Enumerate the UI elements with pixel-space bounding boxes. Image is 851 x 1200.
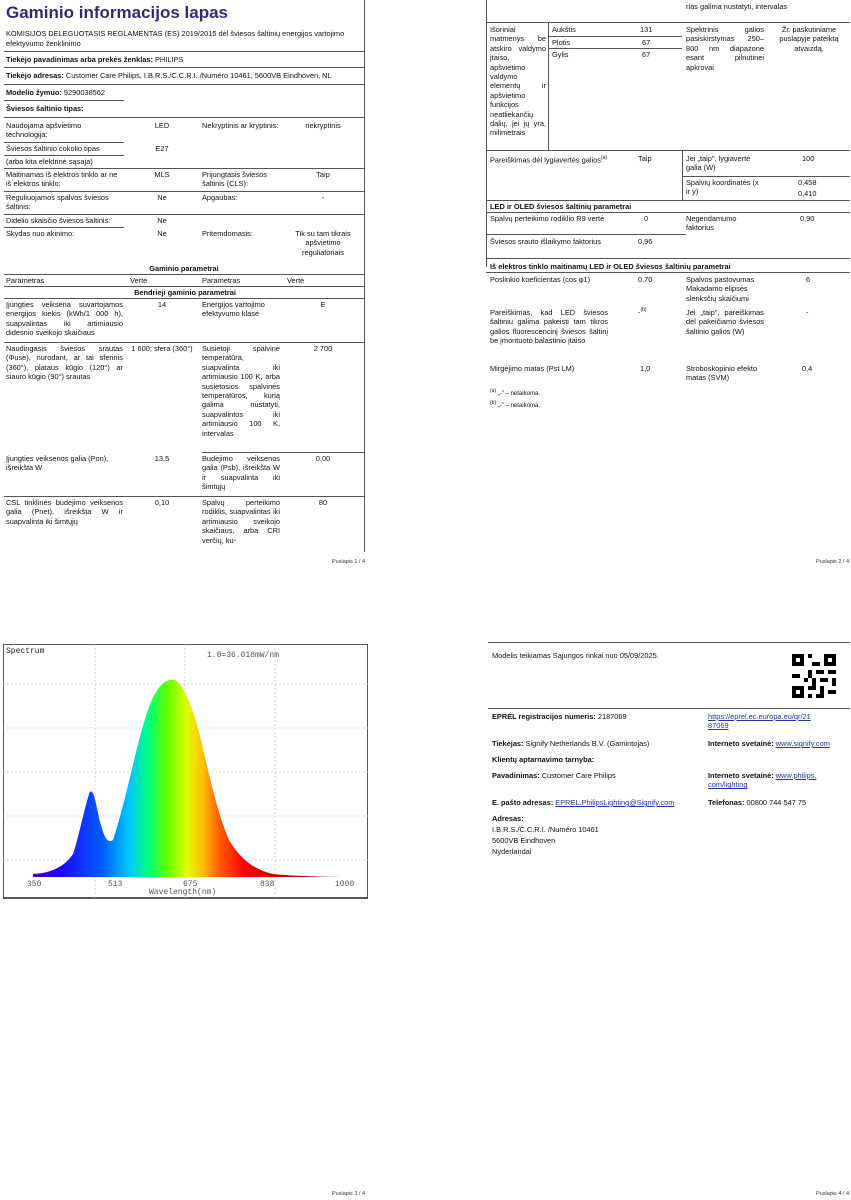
page-title: Gaminio informacijos lapas <box>6 3 229 22</box>
market-text: Modelis teikiamas Sąjungos rinkai nuo 05/09/2025. <box>492 651 659 660</box>
row3-label: (arba kita elektrinė sąsaja) <box>6 157 93 166</box>
chroma-label: Spalvių koordinatės (x ir y) <box>686 178 759 197</box>
supplier-row <box>492 739 649 748</box>
eprel-link-line2[interactable]: 87069 <box>708 721 729 731</box>
spectral-value: Žr. paskutiniame puslapyje pateiktą atvaizdą. <box>779 25 839 53</box>
row4-value: MLS <box>154 170 170 179</box>
page-number: Puslapis 1 / 4 <box>332 559 366 565</box>
param1-label2: Energijos vartojimo efektyvumo klasė <box>202 300 265 319</box>
svm-value: 0,4 <box>802 364 813 373</box>
survival-label: Negendamumo faktorius <box>686 214 737 233</box>
name-value: Customer Care Philips <box>541 771 616 780</box>
macadam-value: 6 <box>806 275 811 284</box>
spectrum-title: Spectrum <box>6 647 45 656</box>
row4-label2: Prijungtasis šviesos šaltinis (CLS): <box>202 170 267 189</box>
address-line-1: I.B.R.S./C.C.R.I. /Numéro 10461 <box>492 825 599 834</box>
model-value: 9290038562 <box>63 88 106 97</box>
equiv-value: Taip <box>638 154 652 163</box>
survival-value: 0,90 <box>800 214 815 223</box>
dim-width-label: Plotis <box>552 38 571 47</box>
x-tick-675: 675 <box>183 880 198 889</box>
spectrum-note: 1.0=36.018mW/nm <box>207 651 280 660</box>
model-label: Modelio žymuo: <box>6 88 62 97</box>
param3-value: 13,5 <box>154 454 170 463</box>
website2-label: Interneto svetainė: <box>708 771 774 780</box>
website-link[interactable]: www.signify.com <box>775 739 830 748</box>
row7-label: Skydas nuo akinimo: <box>6 229 75 238</box>
col-header-value2: Vertė <box>287 276 305 285</box>
param4-label: CSL tinklinės budėjimo veiksenos galia (Pnet), išreikšta W ir suapvalinta iki šimtųjų <box>6 498 123 526</box>
outer-dims-label: Išoriniai matmenys be atskiro valdymo įtaiso, apšvietimo valdymo elementų ir apšvietimo funkcijos neatliekančių dalių, jei jų yra, milimetrais <box>490 25 546 138</box>
supplier-label: Tiekėjas: <box>492 739 524 748</box>
param4-value2: 80 <box>318 498 328 507</box>
replace-power-label: Jei „taip", pareiškimas dėl pakeičiamo šviesos šaltinio galios (W) <box>686 308 764 336</box>
dim-width-value: 67 <box>642 38 651 47</box>
param1-value2: E <box>320 300 326 309</box>
page-4 <box>426 600 851 1200</box>
supplier-address-label: Tiekėjo adresas: <box>6 71 64 80</box>
replace-value: -$^{(b)}$ <box>638 307 647 317</box>
row1-value: LED <box>154 121 170 130</box>
row1-value2: nekryptinis <box>305 121 341 130</box>
param4-label2: Spalvų perteikimo rodiklis, suapvalintas iki artimiausio sveikojo skaičiaus, arba CRI verčių, ku- <box>202 498 280 545</box>
spectrum-chart <box>3 644 368 944</box>
regulation-text: KOMISIJOS DELEGUOTASIS REGLAMENTAS (ES) 2019/2015 dėl šviesos šaltinių energijos vartojimo efektyvumo ženklinimo <box>6 29 345 48</box>
col-header-param: Parametras <box>6 276 45 285</box>
svm-label: Stroboskopinio efekto matas (SVM) <box>686 364 758 383</box>
email-row <box>492 798 674 807</box>
source-type-label: Šviesos šaltinio tipas: <box>6 104 84 113</box>
r9-label: Spalvų perteikimo rodiklio R9 vertė <box>490 214 605 223</box>
x-axis-label: Wavelength(nm) <box>149 888 217 897</box>
supplier-name-value: PHILIPS <box>155 55 184 64</box>
equiv-power-value: 100 <box>802 154 815 163</box>
led-params-header: LED ir OLED šviesos šaltinių parametrai <box>490 202 632 211</box>
row4-value2: Taip <box>316 170 330 179</box>
dim-height-label: Aukštis <box>552 25 576 34</box>
model-row <box>6 88 105 98</box>
page-3 <box>0 600 425 1200</box>
eprel-label: EPREL registracijos numeris: <box>492 712 596 721</box>
param3-value2: 0,00 <box>315 454 331 463</box>
product-params-header: Gaminio parametrai <box>149 264 219 273</box>
equiv-label-text: Pareiškimas dėl lygiavertės galios <box>490 155 601 165</box>
phone-row <box>708 798 806 807</box>
x-tick-1000: 1000 <box>335 880 355 889</box>
page-1 <box>0 0 425 600</box>
row5-value: Ne <box>157 193 167 202</box>
phone-label: Telefonas: <box>708 798 745 807</box>
dim-depth-value: 67 <box>642 50 651 59</box>
eprel-value: 2187069 <box>597 712 627 721</box>
x-tick-350: 350 <box>27 880 42 889</box>
website2-row <box>708 771 816 790</box>
chroma-y: 0,410 <box>798 189 817 198</box>
footnote-a-text: „-" – netaikoma. <box>497 391 540 397</box>
website-label: Interneto svetainė: <box>708 739 774 748</box>
row2-label: Šviesos šaltinio cokolio tipas <box>6 144 100 153</box>
email-link[interactable]: EPREL.PhilipsLighting@Signify.com <box>555 798 675 807</box>
row7-value2: Tik su tam tikrais apšvietimo reguliatoriais <box>295 229 351 257</box>
replace-power-value: - <box>806 308 809 317</box>
param2-label: Naudingasis šviesos srautas (Φuse), nurodant, ar tai sferinis (360°), plataus kūgio (120°) ar siauro kūgio (90°) srautas <box>6 344 123 382</box>
x-tick-838: 838 <box>260 880 275 889</box>
page-number: Puslapis 4 / 4 <box>816 1191 850 1197</box>
supplier-name-label: Tiekėjo pavadinimas arba prekės ženklas: <box>6 55 153 64</box>
eprel-row <box>492 712 627 721</box>
pst-value: 1,0 <box>640 364 651 373</box>
replace-value-text: - <box>638 307 641 317</box>
row6-label: Didelio skaisčio šviesos šaltinis: <box>6 216 111 225</box>
param1-value: 14 <box>157 300 167 309</box>
address-line-3: Nyderlandai <box>492 847 532 856</box>
row5-label2: Apgaubas: <box>202 193 238 202</box>
row7-value: Ne <box>157 229 167 238</box>
r9-value: 0 <box>644 214 649 223</box>
eprel-link-line1[interactable]: https://eprel.ec.europa.eu/qr/21 <box>708 712 811 721</box>
equiv-power-label: Jei „taip", lygiavertė galia (W) <box>686 154 751 173</box>
row5-value2: - <box>321 193 325 202</box>
footnote-a: $^{(a)}$ „-" – netaikoma. <box>490 388 540 397</box>
name-row <box>492 771 616 780</box>
chroma-x: 0,458 <box>798 178 817 187</box>
param2-value2: 2 700 <box>313 344 333 353</box>
spectral-cont: rias galima nustatyti, intervalas <box>686 2 788 11</box>
row7-label2: Pritemdomasis: <box>202 229 253 238</box>
param2-label2: Susietoji spalvinė temperatūra, suapvalinta iki artimiausio 100 K, arba susietosios spalvinės temperatūros, kurią galima nustatyti, suapvalintos iki artimiausio 100 K, intervalas <box>202 344 280 438</box>
maint-value: 0,96 <box>638 237 653 246</box>
dim-height-value: 131 <box>640 25 653 34</box>
footnote-b: $^{(b)}$ „-" – netaikoma. <box>490 400 540 409</box>
col-header-param2: Parametras <box>202 276 241 285</box>
address-line-2: 5600VB Eindhoven <box>492 836 556 845</box>
mains-params-header: Iš elektros tinklo maitinamų LED ir OLED šviesos šaltinių parametrai <box>490 262 731 271</box>
footnote-b-text: „-" – netaikoma. <box>497 403 540 409</box>
supplier-value: Signify Netherlands B.V. (Gamintojas) <box>525 739 650 748</box>
dim-depth-label: Gylis <box>552 50 569 59</box>
customer-service-label: Klientų aptarnavimo tarnyba: <box>492 755 595 764</box>
cos-value: 0,70 <box>638 275 653 284</box>
website-row <box>708 739 830 748</box>
col-header-value: Vertė <box>130 276 148 285</box>
page-number: Puslapis 3 / 4 <box>332 1191 366 1197</box>
eprel-link[interactable] <box>708 712 811 731</box>
param3-label: Įjungties veiksenos galia (Pon), išreikšta W <box>6 454 109 473</box>
param1-label: Įjungties veiksena suvartojamos energijos kiekis (kWh/1 000 h), suapvalintas iki artimiausio didesnio sveikojo skaičiaus <box>6 300 123 338</box>
pst-label: Mirgėjimo matas (Pst LM) <box>490 364 575 373</box>
name-label: Pavadinimas: <box>492 771 540 780</box>
row6-value: Ne <box>157 216 167 225</box>
row2-value: E27 <box>155 144 169 153</box>
page-number: Puslapis 2 / 4 <box>816 559 850 565</box>
general-params-header: Bendrieji gaminio parametrai <box>134 288 236 297</box>
supplier-name-row <box>6 55 183 65</box>
spectral-label: Spektrinis galios pasiskirstymas 250–800 nm diapazone esant pilnutinei apkrovai <box>686 25 764 72</box>
maint-label: Šviesos srauto išlaikymo faktorius <box>490 237 601 246</box>
email-label: E. pašto adresas: <box>492 798 554 807</box>
param2-value: 1 600; sfera (360°) <box>131 344 193 353</box>
param3-label2: Budėjimo veiksenos galia (Psb), išreikšta W ir suapvalinta iki šimtųjų <box>202 454 280 492</box>
qr-code <box>792 654 836 698</box>
supplier-address-row <box>6 71 332 81</box>
replace-label: Pareiškimas, kad LED šviesos šaltiniu galima pakeisti tam tikros galios fluorescencinį šviesos šaltinį be įmontuoto balastinio įtaiso <box>490 308 608 346</box>
equiv-label: Pareiškimas dėl lygiavertės galios$^{(a)}$ <box>490 155 608 165</box>
website2-link-line1[interactable]: www.philips. <box>775 771 817 780</box>
supplier-address-value: Customer Care Philips, I.B.R.S./C.C.R.I. /Numéro 10461, 5600VB Eindhoven, NL <box>65 71 332 80</box>
row4-label: Maitinamas iš elektros tinklo ar ne iš elektros tinklo: <box>6 170 118 189</box>
row5-label: Reguliuojamos spalvos šviesos šaltinis: <box>6 193 109 212</box>
row1-label2: Nekryptinis ar kryptinis: <box>202 121 279 130</box>
macadam-label: Spalvos pastovumas Makadamo elipsės slenksčių skaičiumi <box>686 275 755 303</box>
website2-link-line2[interactable]: com/lighting <box>708 780 748 790</box>
page-2 <box>426 0 851 600</box>
x-tick-513: 513 <box>108 880 123 889</box>
row1-label: Naudojama apšvietimo technologija: <box>6 121 82 140</box>
phone-value: 00800 744 547 75 <box>746 798 807 807</box>
param4-value: 0,10 <box>154 498 170 507</box>
cos-label: Poslinkio koeficientas (cos φ1) <box>490 275 591 284</box>
address-label: Adresas: <box>492 814 524 823</box>
